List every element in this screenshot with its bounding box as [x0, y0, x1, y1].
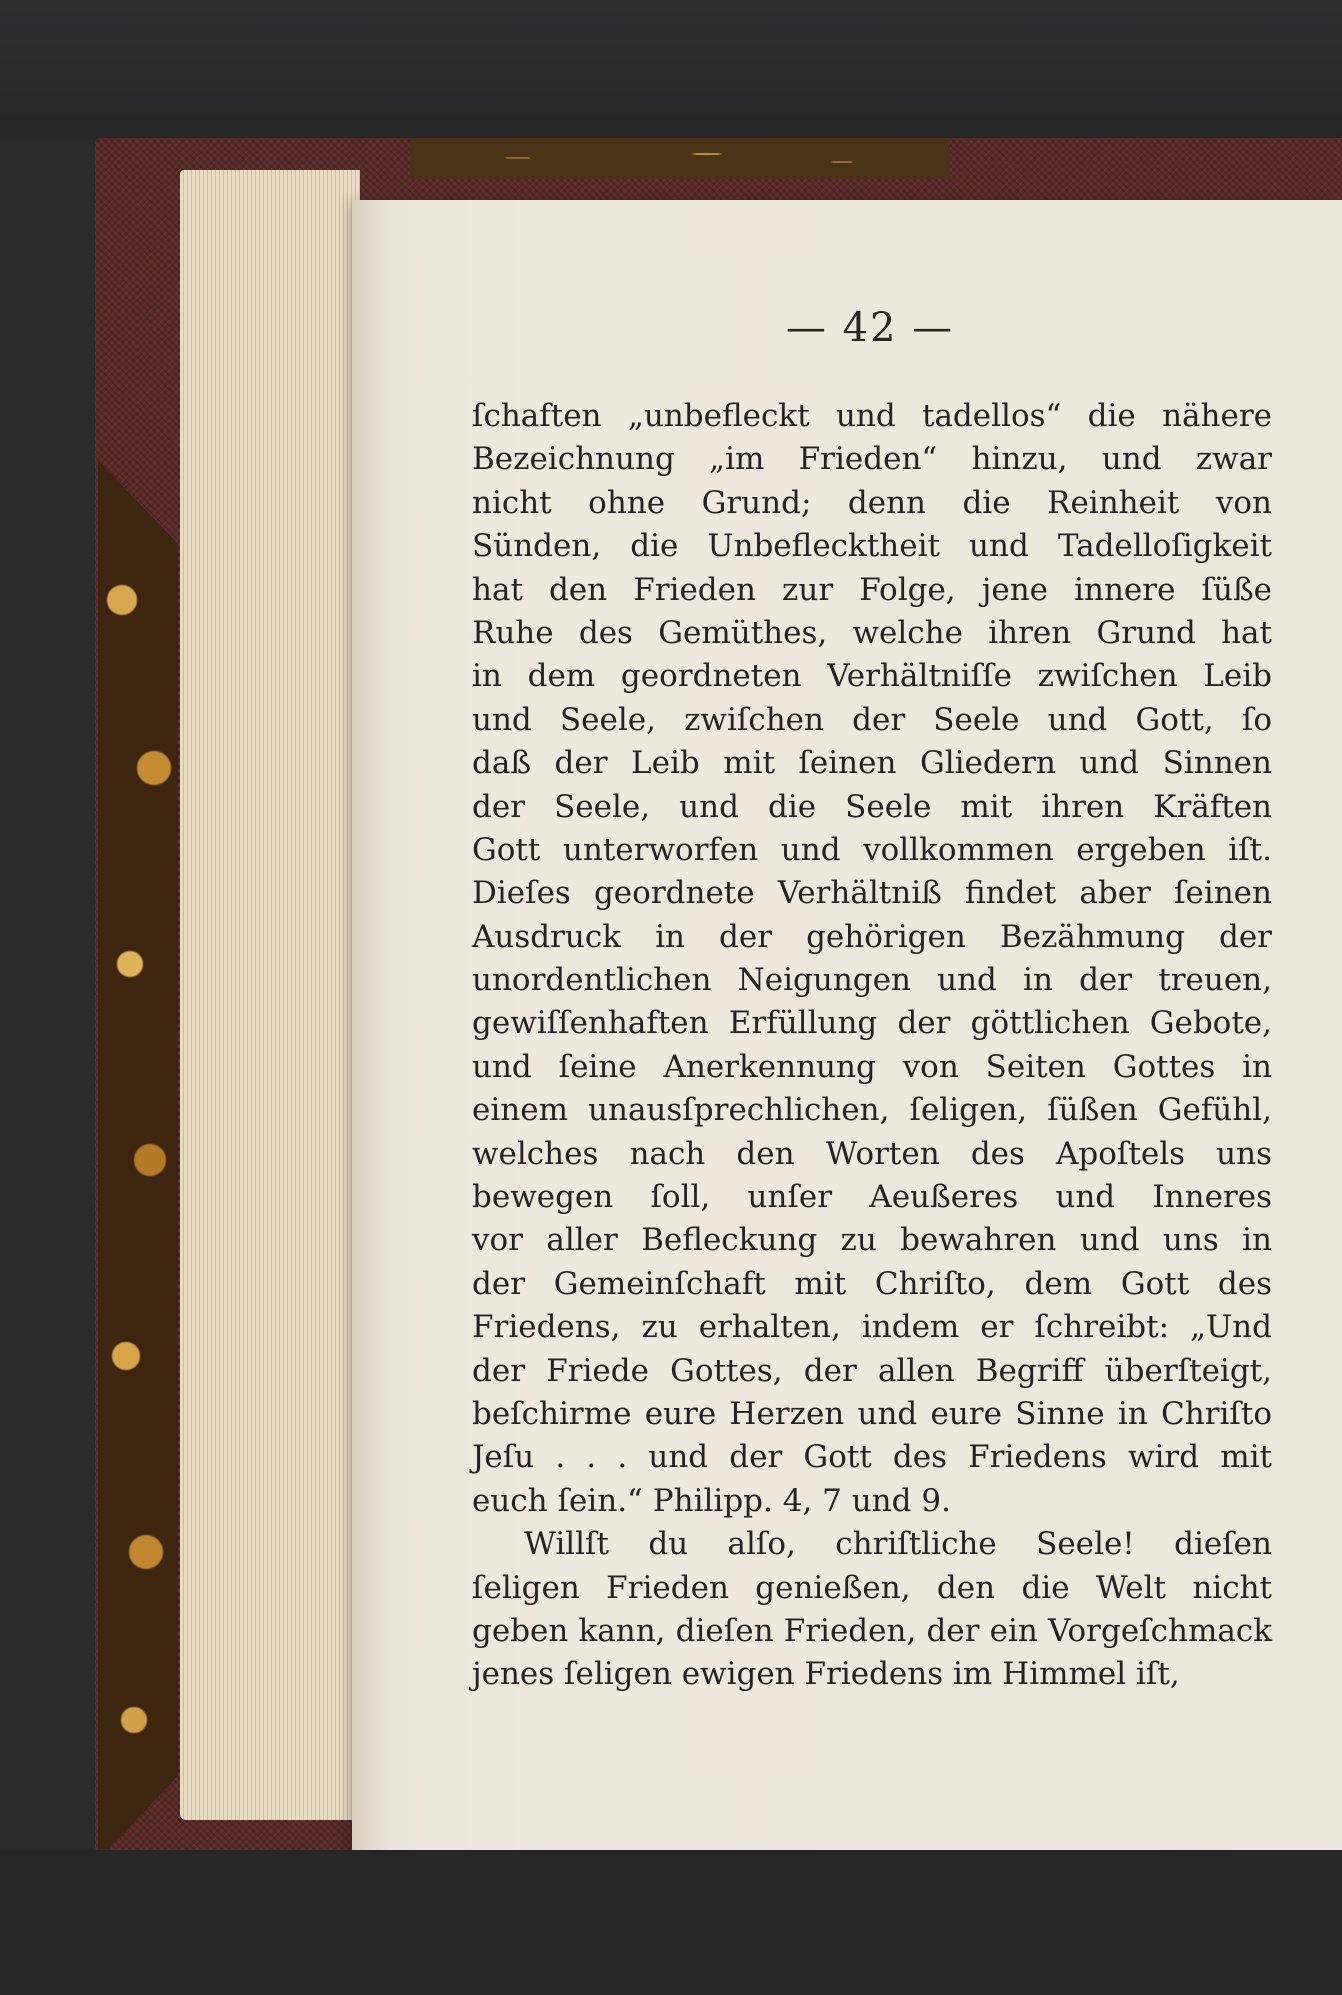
page-number: — 42 —	[785, 305, 955, 351]
text-line: der Friede Gottes, der allen Begriff überſteigt,	[472, 1352, 1272, 1389]
text-line: Dieſes geordnete Verhältniß findet aber ſeinen	[472, 875, 1272, 912]
background-bottom	[0, 1850, 1342, 1995]
text-line: jenes ſeligen ewigen Friedens im Himmel iſt,	[472, 1656, 1180, 1693]
text-line: in dem geordneten Verhältniſſe zwiſchen Leib	[472, 658, 1272, 695]
text-line: Ruhe des Gemüthes, welche ihren Grund hat	[472, 614, 1272, 651]
text-line: Ausdruck in der gehörigen Bezähmung der	[472, 918, 1272, 955]
marbled-endpaper-top	[410, 138, 950, 178]
page-edges	[180, 170, 360, 1820]
text-line: Sünden, die Unbeflecktheit und Tadelloſigkeit	[472, 528, 1272, 565]
text-line: beſchirme eure Herzen und eure Sinne in Chriſto	[472, 1395, 1272, 1432]
text-line: der Seele, und die Seele mit ihren Kräften	[472, 788, 1272, 825]
text-line: euch ſein.“ Philipp. 4, 7 und 9.	[472, 1482, 951, 1519]
text-line: welches nach den Worten des Apoſtels uns	[472, 1135, 1272, 1172]
text-line: Willſt du alſo, chriſtliche Seele! dieſen	[524, 1526, 1272, 1563]
text-line: Bezeichnung „im Frieden“ hinzu, und zwar	[472, 441, 1272, 478]
body-text	[472, 395, 1272, 1697]
background-top	[0, 0, 1342, 140]
text-line: einem unausſprechlichen, ſeligen, ſüßen Gefühl,	[472, 1092, 1272, 1129]
text-line: Friedens, zu erhalten, indem er ſchreibt: „Und	[472, 1309, 1272, 1346]
text-line: gewiſſenhaften Erfüllung der göttlichen Gebote,	[472, 1005, 1272, 1042]
text-line: unordentlichen Neigungen und in der treuen,	[472, 962, 1272, 999]
text-line: daß der Leib mit ſeinen Gliedern und Sinnen	[472, 745, 1272, 782]
text-line: geben kann, dieſen Frieden, der ein Vorgeſchmack	[472, 1612, 1272, 1649]
text-line: der Gemeinſchaft mit Chriſto, dem Gott des	[472, 1265, 1272, 1302]
text-line: nicht ohne Grund; denn die Reinheit von	[472, 484, 1272, 521]
marbled-spine	[98, 460, 178, 1860]
text-line: hat den Frieden zur Folge, jene innere ſüße	[472, 571, 1272, 608]
text-line: und Seele, zwiſchen der Seele und Gott, ſo	[472, 701, 1272, 738]
text-line: bewegen ſoll, unſer Aeußeres und Inneres	[472, 1179, 1272, 1216]
text-line: Gott unterworfen und vollkommen ergeben iſt.	[472, 831, 1272, 868]
text-line: Jeſu . . . und der Gott des Friedens wird mit	[472, 1439, 1272, 1476]
text-line: ſeligen Frieden genießen, den die Welt nicht	[472, 1569, 1272, 1606]
text-line: vor aller Befleckung zu bewahren und uns in	[472, 1222, 1272, 1259]
text-line: und ſeine Anerkennung von Seiten Gottes in	[472, 1048, 1272, 1085]
text-line: ſchaften „unbefleckt und tadellos“ die nähere	[472, 398, 1272, 434]
